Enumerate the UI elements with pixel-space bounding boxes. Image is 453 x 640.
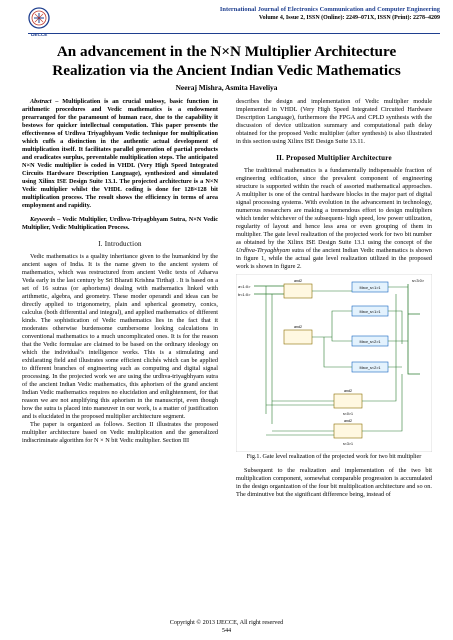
abstract bbox=[22, 98, 218, 210]
journal-name: International Journal of Electronics Communication and Computer Engineering bbox=[219, 6, 440, 13]
copyright-line: Copyright © 2013 IJECCE, All right reserved bbox=[169, 619, 284, 626]
fig-xor-block-4 bbox=[352, 362, 388, 372]
logo-text: IJECCE bbox=[30, 32, 48, 37]
section-heading-introduction: I. Introduction bbox=[98, 240, 142, 248]
arch-text-italic: Urdhva-Tiryagbhyam bbox=[236, 247, 290, 254]
journal-header bbox=[120, 6, 440, 22]
svg-text:and2: and2 bbox=[294, 279, 302, 283]
title-line-2: Realization via the Ancient Indian Vedic Mathematics bbox=[52, 62, 401, 79]
page-number: 544 bbox=[221, 627, 232, 634]
title-line-1: An advancement in the N×N Multiplier Architecture bbox=[56, 43, 397, 60]
fig-label-s3: s<3>1 bbox=[343, 442, 353, 446]
keywords bbox=[22, 216, 218, 232]
figure-caption: Fig.1. Gate level realization of the projected work for two bit multiplier bbox=[246, 454, 422, 460]
svg-text:and2: and2 bbox=[294, 325, 302, 329]
right-column bbox=[236, 98, 432, 499]
journal-logo bbox=[26, 6, 52, 39]
svg-text:Mxor_s<1>1: Mxor_s<1>1 bbox=[359, 286, 381, 290]
fig-label-s0: s<0>1 bbox=[343, 412, 353, 416]
fig-input-a-label: a<1:0> bbox=[238, 284, 251, 289]
arch-text-b: sutra of the ancient Indian Vedic mathematics is shown in figure 1, while the actual gate level realization utilized in the proposed work is shown in figure 2. bbox=[236, 247, 432, 270]
header-rule bbox=[28, 33, 440, 34]
fig-xor-block-1 bbox=[352, 282, 388, 292]
section1-continuation: describes the design and implementation of Vedic multiplier module implemented in VHDL (Very High Speed Integrated Circuited Hardware Description Language), furthermore the FPGA and CPLD synthesis with the discussion of device utilization summary and computational path delay obtained for the proposed Vedic multiplier (after synthesis) is also illustrated in this section using Xilinx ISE Design Suite 13.11. bbox=[236, 98, 432, 145]
keywords-label: Keywords bbox=[30, 216, 55, 223]
fig-output-label: s<3:0> bbox=[412, 278, 425, 283]
left-column bbox=[22, 98, 218, 445]
svg-text:Mxor_s<2>1: Mxor_s<2>1 bbox=[359, 366, 381, 370]
fig-input-b-label: b<1:0> bbox=[238, 292, 251, 297]
intro-paragraph-2: The paper is organized as follows. Section II illustrates the proposed multiplier architecture based on Vedic multiplication and the generalized indiscriminate algorithm for N × N bit Vedic multiplier. Section III bbox=[22, 421, 218, 444]
fig-xor-block-3 bbox=[352, 336, 388, 346]
svg-text:Mxor_s<1>1: Mxor_s<1>1 bbox=[359, 310, 381, 314]
svg-text:Mxor_s<2>1: Mxor_s<2>1 bbox=[359, 340, 381, 344]
abstract-label: Abstract bbox=[30, 98, 52, 105]
paper-authors: Neeraj Mishra, Asmita Haveliya bbox=[175, 83, 278, 92]
figure-gate-level bbox=[236, 274, 432, 452]
abstract-text: – Multiplication is an crucial unlossy, basic function in arithmetic procedures and Vedic mathematics is a endowment prearranged for the paramount of human race, due to the capability it bestows for quicker intellectual computation. This paper presents the effectiveness of Urdhva Triyagbhyam Vedic technique for multiplication which cuffs a distinction in the authentic actual development of multiplication itself. It facilitates parallel generation of partial products and eradicates surplus, preventable multiplication steps. The anticipated N×N Vedic multiplier is coded in VHDL (Very High Speed Integrated Circuits Hardware Description Language), synthesized and simulated using Xilinx ISE Design Suite 13.1. The projected architecture is a N×N Vedic multiplier whilst the VHDL coding is done for 128×128 bit multiplication process. The result shows the efficiency in terms of area employment and rapidity. bbox=[22, 98, 218, 209]
architecture-paragraph-1 bbox=[236, 167, 432, 271]
page-footer bbox=[0, 619, 453, 635]
fig-xor-block-2 bbox=[352, 306, 388, 316]
journal-volume: Volume 4, Issue 2, ISSN (Online): 2249–071X, ISSN (Print): 2278–4209 bbox=[258, 15, 440, 21]
arch-text-a: The traditional mathematics is a fundamentally indispensable fraction of engineering edification, since the prevalent component of engineering structure is supported within the reach of assorted mathematical approaches. A multiplier is one of the central hardware blocks in the major part of digital signal processing systems. With evolution in the advancement in technology, numerous researchers are making a tremendous effort to design multipliers which tender whichever of the subsequent- high speed, low power utilization, regularity of layout and hence less area or even grouping of them in multiplier. The gate level realization of the projected work for two bit number as obtained by the Xilinx ISE Design Suite 13.1 using the concept of the bbox=[236, 167, 432, 246]
svg-text:and2: and2 bbox=[344, 419, 352, 423]
keywords-text: – Vedic Multiplier, Urdhva-Triyagbhyam Sutra, N×N Vedic Multiplier, Vedic Multiplication Process. bbox=[22, 216, 218, 231]
section-heading-architecture: II. Proposed Multiplier Architecture bbox=[276, 154, 392, 162]
svg-text:and2: and2 bbox=[344, 389, 352, 393]
architecture-paragraph-2: Subsequent to the realization and implementation of the two bit multiplication component, somewhat comparable progression is accumulated in the design organization of the four bit multiplication architecture and so on. The diminutive but the significant difference being, instead of bbox=[236, 466, 432, 498]
paper-title bbox=[20, 42, 433, 80]
intro-paragraph-1: Vedic mathematics is a quality inheritance given to the humankind by the ancient sages of India. It is the name given to the ancient system of mathematics, which was restructured from ancient Vedic texts of Atharva Veda early in the last century by Sri Bharati Krishna Tirthaji . It is based on a set of 16 sutras (or aphorisms) dealing with mathematics linked with arithmetic, algebra, and geometry. These moder operandi and ideas can be directly applied to trigonometry, plain and spherical geometry, conics, calculus (both differential and integral), and applied mathematics of different kinds. The sophistication of Vedic mathematics lies in the fact that it moderates otherwise burdensome cumbersome looking calculations in conventional mathematics to a much uncomplicated ones. It is for the reason that the Vedic formulae are claimed to be based on the ordinary ideology on which the individual’s intelligence works. This is a stimulating and exhilarating field and illustrates some efficient clichés which can be applied to different branches of engineering such as computing and digital signal processing. In the projected work we are using the urdhva-triyagbhyam sutra of the ancient Indian Vedic mathematics, this aphorism of the grand ancient Indian Vedic mathematics requires no elucidation and enlightenment, for that reason we are not amplifying this aphorism in the manuscript, even though how the sutra is placed into maneuver in our work, is a matter of justification and is elucidated in the proposed multiplier architecture segment. bbox=[22, 253, 218, 420]
